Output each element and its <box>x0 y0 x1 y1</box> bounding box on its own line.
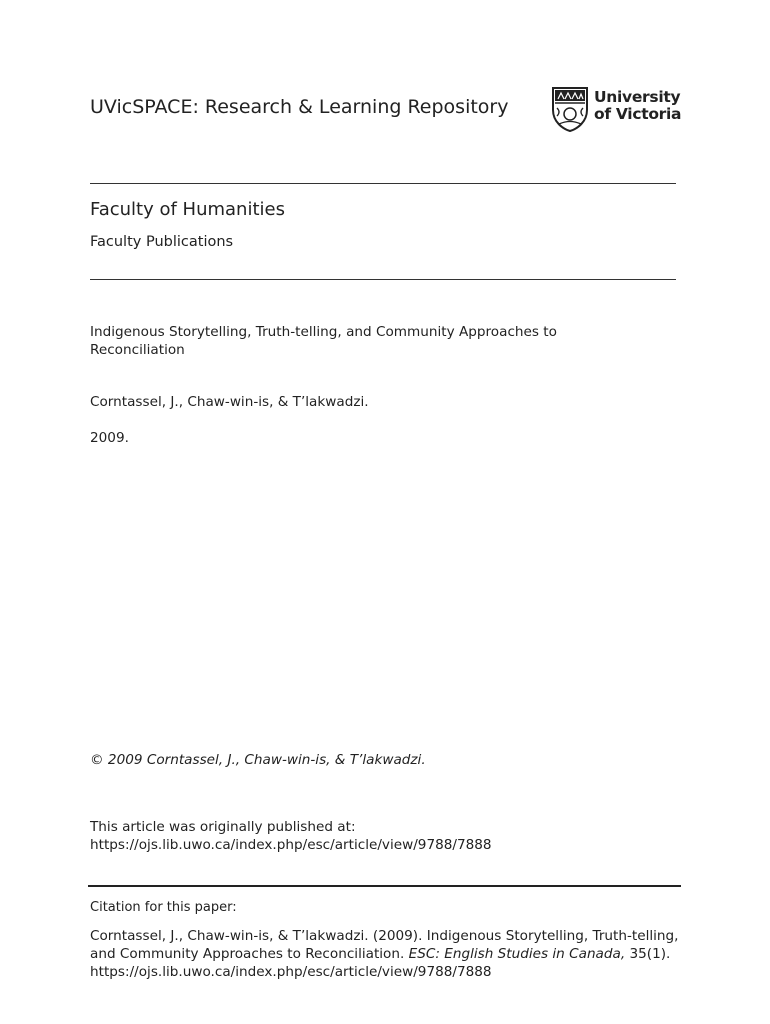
article-title: Indigenous Storytelling, Truth-telling, and Community Approaches to Reconciliation <box>90 324 557 358</box>
publication-url-link[interactable]: https://ojs.lib.uwo.ca/index.php/esc/article/view/9788/7888 <box>90 837 492 853</box>
university-name <box>594 89 681 123</box>
divider-top <box>90 183 676 184</box>
collection-name: Faculty Publications <box>90 234 234 250</box>
university-name-line1: University <box>594 88 681 106</box>
citation-label: Citation for this paper: <box>90 900 237 915</box>
citation-part1: Corntassel, J., Chaw-win-is, & T’lakwadzi. (2009). Indigenous Storytelling, Truth-telling, and Community Approaches to Reconciliation. <box>90 928 679 962</box>
copyright-notice: © 2009 Corntassel, J., Chaw-win-is, & T’lakwadzi. <box>90 752 426 768</box>
citation-journal: ESC: English Studies in Canada, <box>408 946 626 962</box>
divider-middle <box>90 279 676 280</box>
article-authors: Corntassel, J., Chaw-win-is, & T’lakwadzi. <box>90 394 369 410</box>
university-crest-icon <box>551 86 589 132</box>
publication-intro: This article was originally published at: <box>90 819 356 835</box>
article-year: 2009. <box>90 430 129 446</box>
publication-info <box>90 818 650 854</box>
citation-text <box>90 927 690 981</box>
divider-citation <box>88 885 681 887</box>
repository-title: UVicSPACE: Research & Learning Repository <box>90 96 509 118</box>
citation-part2: 35(1). https://ojs.lib.uwo.ca/index.php/esc/article/view/9788/7888 <box>90 946 671 980</box>
faculty-heading: Faculty of Humanities <box>90 199 285 220</box>
university-logo <box>551 86 681 134</box>
university-name-line2: of Victoria <box>594 105 682 123</box>
